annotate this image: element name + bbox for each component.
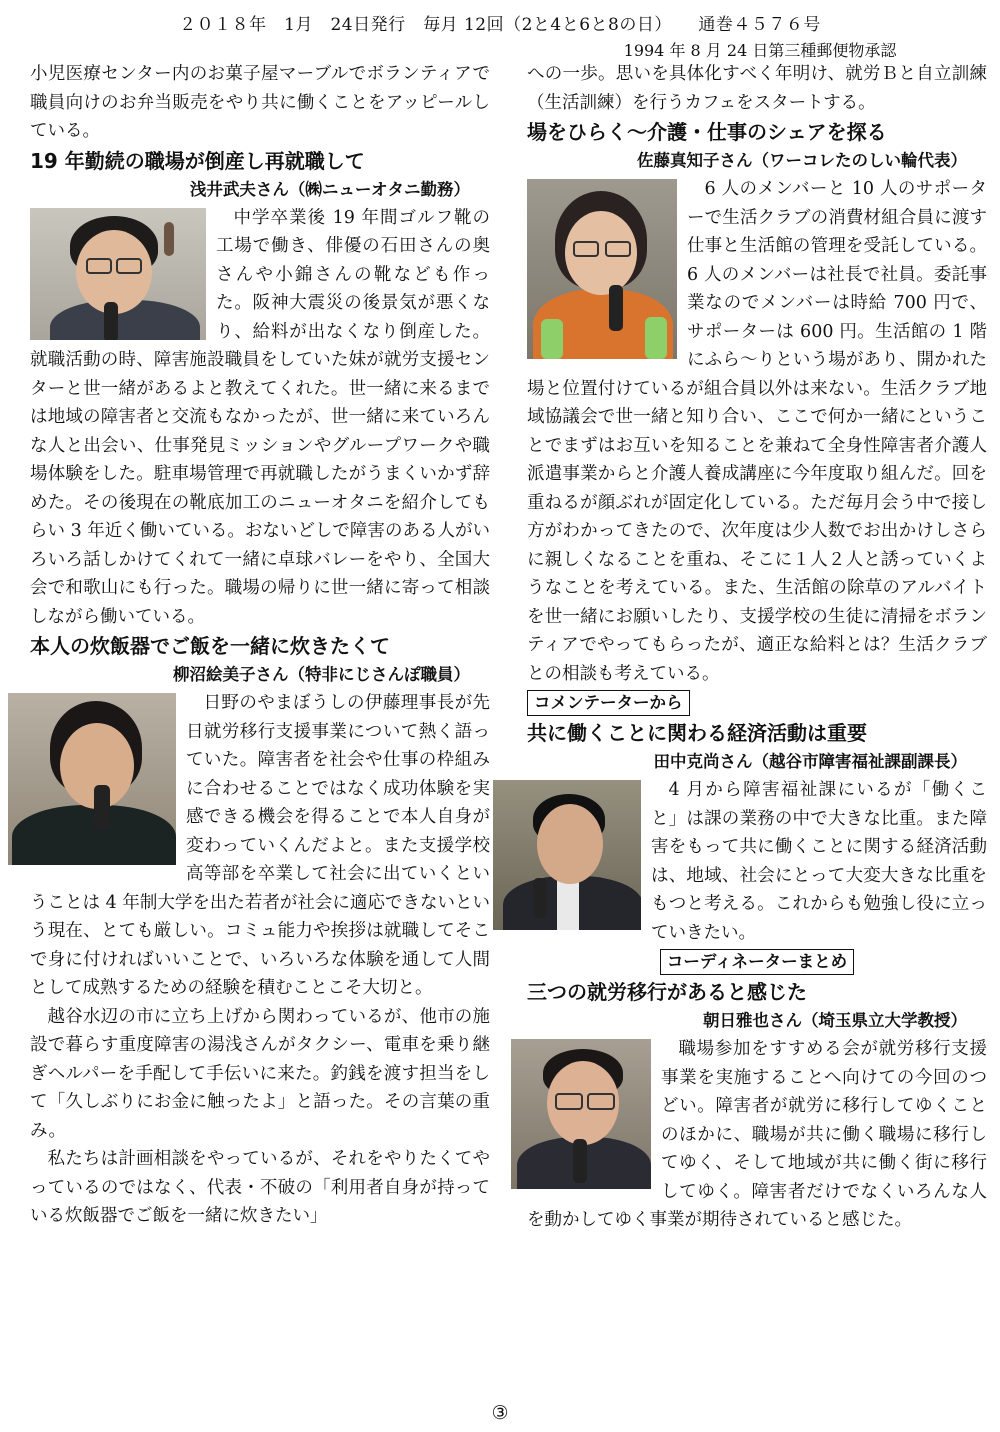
body-yaginuma-3: 私たちは計画相談をやっているが、それをやりたくてやっているのではなく、代表・不破の「利用者自身が持っている炊飯器でご飯を一緒に炊きたい」	[30, 1149, 490, 1226]
speaker-photo-sato	[527, 179, 677, 359]
speaker-asai: 浅井武夫さん（㈱ニューオタニ勤務）	[189, 179, 470, 199]
section-heading-yaginuma: 本人の炊飯器でご飯を一緒に炊きたくて	[30, 634, 390, 658]
section-heading-tanaka: 共に働くことに関わる経済活動は重要	[527, 721, 867, 745]
left-column	[30, 60, 490, 1231]
speaker-tanaka: 田中克尚さん（越谷市障害福祉課副課長）	[653, 752, 967, 771]
body-asahi: 職場参加をすすめる会が就労移行支援事業を実施することへ向けての今回のつどい。障害者が就労に移行してゆくことのほかに、職場が共に働く職場に移行してゆく、そして地域が共に働く街に移行してゆく。障害者だけでなくいろんな人を動かしてゆく事業が期待されていると感じた。	[527, 1039, 987, 1230]
speaker-sato: 佐藤真知子さん（ワーコレたのしい輪代表）	[637, 151, 967, 170]
right-intro: への一歩。思いを具体化すべく年明け、就労Ｂと自立訓練（生活訓練）を行うカフェをスタートする。	[527, 64, 987, 113]
section-heading-asahi: 三つの就労移行があると感じた	[527, 980, 807, 1004]
body-yaginuma-2: 越谷水辺の市に立ち上げから関わっているが、他市の施設で暮らす重度障害の湯浅さんがタクシー、電車を乗り継ぎヘルパーを手配して手伝いに来た。釣銭を渡す担当をして「久しぶりにお金に触ったよ」と語った。その言葉の重み。	[30, 1006, 490, 1141]
commentator-label: コメンテーターから	[527, 690, 690, 716]
postal-approval: 1994 年 8 月 24 日第三種郵便物承認	[623, 41, 897, 60]
speaker-photo-yaginuma	[8, 693, 176, 865]
section-heading-asai: 19 年勤続の職場が倒産し再就職して	[30, 148, 365, 173]
body-asai: 中学卒業後 19 年間ゴルフ靴の工場で働き、俳優の石田さんの奥さんや小錦さんの靴なども作った。阪神大震災の後景気が悪くなり、給料が出なくなり倒産した。就職活動の時、障害施設職員をしていた妹が就労支援センターと世一緒があるよと教えてくれた。世一緒に来るまでは地域の障害者と交流もなかったが、世一緒に来ていろんな人と出会い、仕事発見ミッションやグループワークや職場体験をした。駐車場管理で再就職したがうまくいかず辞めた。その後現在の靴底加工のニューオタニを紹介してもらい 3 年近く働いている。おないどしで障害のある人がいろいろ話しかけてくれて一緒に卓球バレーをやり、全国大会で和歌山にも行った。職場の帰りに世一緒に寄って相談しながら働いている。	[30, 207, 490, 627]
speaker-photo-asai	[30, 208, 206, 340]
speaker-photo-asahi	[511, 1039, 651, 1189]
page-number: ③	[491, 1402, 509, 1424]
section-heading-sato: 場をひらく～介護・仕事のシェアを探る	[527, 120, 887, 144]
right-column	[527, 60, 987, 1235]
speaker-asahi: 朝日雅也さん（埼玉県立大学教授）	[703, 1011, 967, 1030]
body-tanaka: 4 月から障害福祉課にいるが「働くこと」は課の業務の中で大きな比重。また障害をもって共に働くことに関する経済活動は、地域、社会にとって大変大きな比重をもつと考える。これからも勉強し役に立っていきたい。	[651, 780, 987, 943]
coordinator-label: コーディネーターまとめ	[660, 949, 854, 975]
issue-header: ２０１８年 1月 24日発行 毎月 12回（2と4と6と8の日） 通巻４５７６号	[179, 15, 821, 35]
body-sato: 6 人のメンバーと 10 人のサポーターで生活クラブの消費材組合員に渡す仕事と生活館の管理を受託している。6 人のメンバーは社長で社員。委託事業なのでメンバーは時給 700 円で、サポーターは 600 円。生活館の 1 階にふら～りという場があり、開かれた場と位置付けているが組合員以外は来ない。生活クラブ地域協議会で世一緒と知り合い、ここで何か一緒にということでまずはお互いを知ることを兼ねて全身性障害者介護人派遣事業からと介護人養成講座に今年度取り組んだ。回を重ねるが顔ぶれが固定化している。ただ毎月会う中で接し方がわかってきたので、次年度は少人数でお出かけしさらに親しくなることを重ね、そこに１人２人と誘っていくようなことを考えている。また、生活館の除草のアルバイトを世一緒にお願いしたり、支援学校の生徒に清掃をボランティアでやってもらったが、適正な給料とは？生活クラブとの相談も考えている。	[527, 179, 987, 684]
speaker-yaginuma: 柳沼絵美子さん（特非にじさんぽ職員）	[173, 665, 470, 684]
speaker-photo-tanaka	[493, 780, 641, 930]
body-yaginuma-1: 日野のやまぼうしの伊藤理事長が先日就労移行支援事業について熱く語っていた。障害者を社会や仕事の枠組みに合わせることではなく成功体験を実感できる機会を得ることで本人自身が変わっていくんだよと。また支援学校高等部を卒業して社会に出ていくということは 4 年制大学を出た若者が社会に適応できないという現在、とても厳しい。コミュ能力や挨拶は就職してそこで身に付ければいいことで、いろいろな体験を通して人間として成熟するための経験を積むことこそ大切と。	[30, 693, 490, 998]
left-intro: 小児医療センター内のお菓子屋マーブルでボランティアで職員向けのお弁当販売をやり共に働くことをアッピールしている。	[30, 64, 490, 141]
